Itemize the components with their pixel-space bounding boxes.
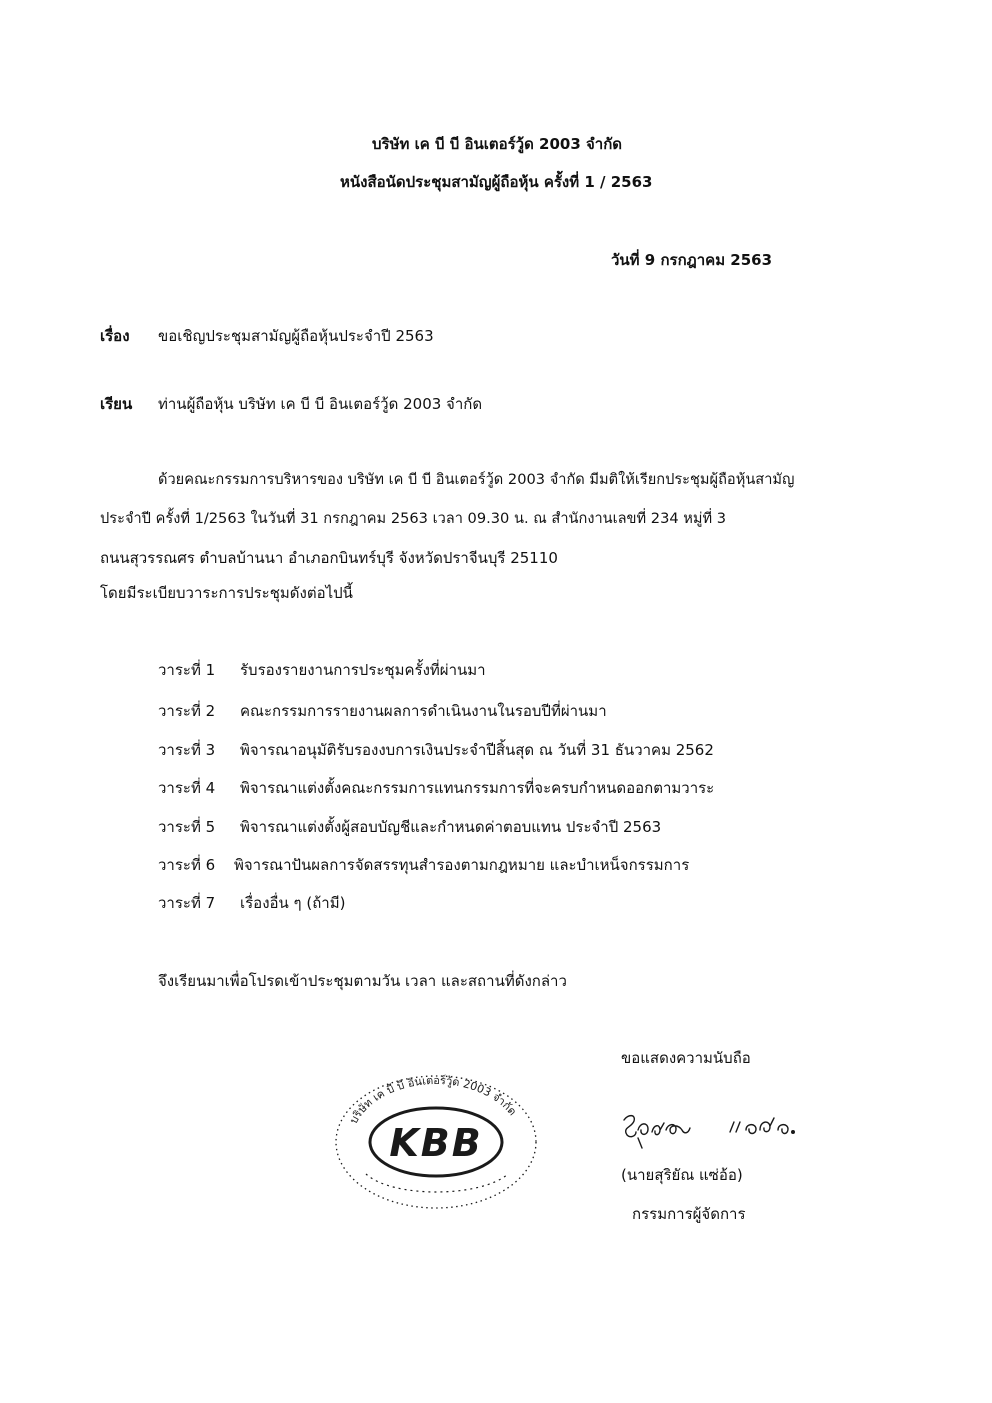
body-line-3: ถนนสุวรรณศร ตำบลบ้านนา อำเภอกบินทร์บุรี จังหวัดปราจีนบุรี 25110 xyxy=(100,549,558,567)
agenda-text: พิจารณาอนุมัติรับรองงบการเงินประจำปีสิ้นสุด ณ วันที่ 31 ธันวาคม 2562 xyxy=(240,741,714,759)
regards-text: ขอแสดงความนับถือ xyxy=(621,1049,751,1067)
agenda-item xyxy=(158,855,689,875)
subject-label: เรื่อง xyxy=(100,327,130,345)
body-line-2: ประจำปี ครั้งที่ 1/2563 ในวันที่ 31 กรกฎาคม 2563 เวลา 09.30 น. ณ สำนักงานเลขที่ 234 หมู่ที่ 3 xyxy=(100,510,727,527)
agenda-item xyxy=(158,701,607,721)
agenda-number: วาระที่ 3 xyxy=(158,741,216,759)
agenda-item xyxy=(158,660,486,680)
svg-text:KBB: KBB xyxy=(389,1121,483,1165)
subject-line xyxy=(100,326,434,346)
body-line-4: โดยมีระเบียบวาระการประชุมดังต่อไปนี้ xyxy=(100,584,353,602)
agenda-number: วาระที่ 7 xyxy=(158,894,216,912)
signature-image xyxy=(618,1108,828,1152)
closing-line: จึงเรียนมาเพื่อโปรดเข้าประชุมตามวัน เวลา และสถานที่ดังกล่าว xyxy=(158,972,567,990)
agenda-number: วาระที่ 1 xyxy=(158,661,216,679)
agenda-text: เรื่องอื่น ๆ (ถ้ามี) xyxy=(240,894,346,912)
subject-text: ขอเชิญประชุมสามัญผู้ถือหุ้นประจำปี 2563 xyxy=(158,327,434,345)
agenda-text: พิจารณาแต่งตั้งผู้สอบบัญชีและกำหนดค่าตอบแทน ประจำปี 2563 xyxy=(240,818,662,836)
recipient-label: เรียน xyxy=(100,395,133,413)
agenda-text: คณะกรรมการรายงานผลการดำเนินงานในรอบปีที่ผ่านมา xyxy=(240,702,607,720)
agenda-text: พิจารณาแต่งตั้งคณะกรรมการแทนกรรมการที่จะครบกำหนดออกตามวาระ xyxy=(240,779,715,797)
agenda-item xyxy=(158,893,345,913)
agenda-number: วาระที่ 4 xyxy=(158,779,216,797)
agenda-item xyxy=(158,778,714,798)
agenda-item xyxy=(158,817,661,837)
svg-text:บริษัท เค บี บี อินเตอร์วู้ด 2: บริษัท เค บี บี อินเตอร์วู้ด 2003 จำกัด xyxy=(346,1073,520,1126)
signatory-position: กรรมการผู้จัดการ xyxy=(632,1205,746,1223)
agenda-number: วาระที่ 6 xyxy=(158,856,216,874)
company-stamp-seal xyxy=(332,1070,540,1212)
agenda-text: รับรองรายงานการประชุมครั้งที่ผ่านมา xyxy=(240,661,486,679)
recipient-line xyxy=(100,394,482,414)
agenda-number: วาระที่ 2 xyxy=(158,702,216,720)
company-name: บริษัท เค บี บี อินเตอร์วู้ด 2003 จำกัด xyxy=(372,135,623,153)
recipient-text: ท่านผู้ถือหุ้น บริษัท เค บี บี อินเตอร์วู้ด 2003 จำกัด xyxy=(158,395,483,413)
notice-title: หนังสือนัดประชุมสามัญผู้ถือหุ้น ครั้งที่ 1 / 2563 xyxy=(340,173,653,191)
signatory-name: (นายสุริยัณ แซ่อ้อ) xyxy=(621,1166,743,1184)
agenda-number: วาระที่ 5 xyxy=(158,818,216,836)
document-date: วันที่ 9 กรกฎาคม 2563 xyxy=(611,251,773,269)
body-line-1: ด้วยคณะกรรมการบริหารของ บริษัท เค บี บี อินเตอร์วู้ด 2003 จำกัด มีมติให้เรียกประชุมผู้ถือหุ้นสามัญ xyxy=(158,471,795,488)
agenda-item xyxy=(158,740,714,760)
agenda-text: พิจารณาปันผลการจัดสรรทุนสำรองตามกฎหมาย และบำเหน็จกรรมการ xyxy=(234,856,690,874)
